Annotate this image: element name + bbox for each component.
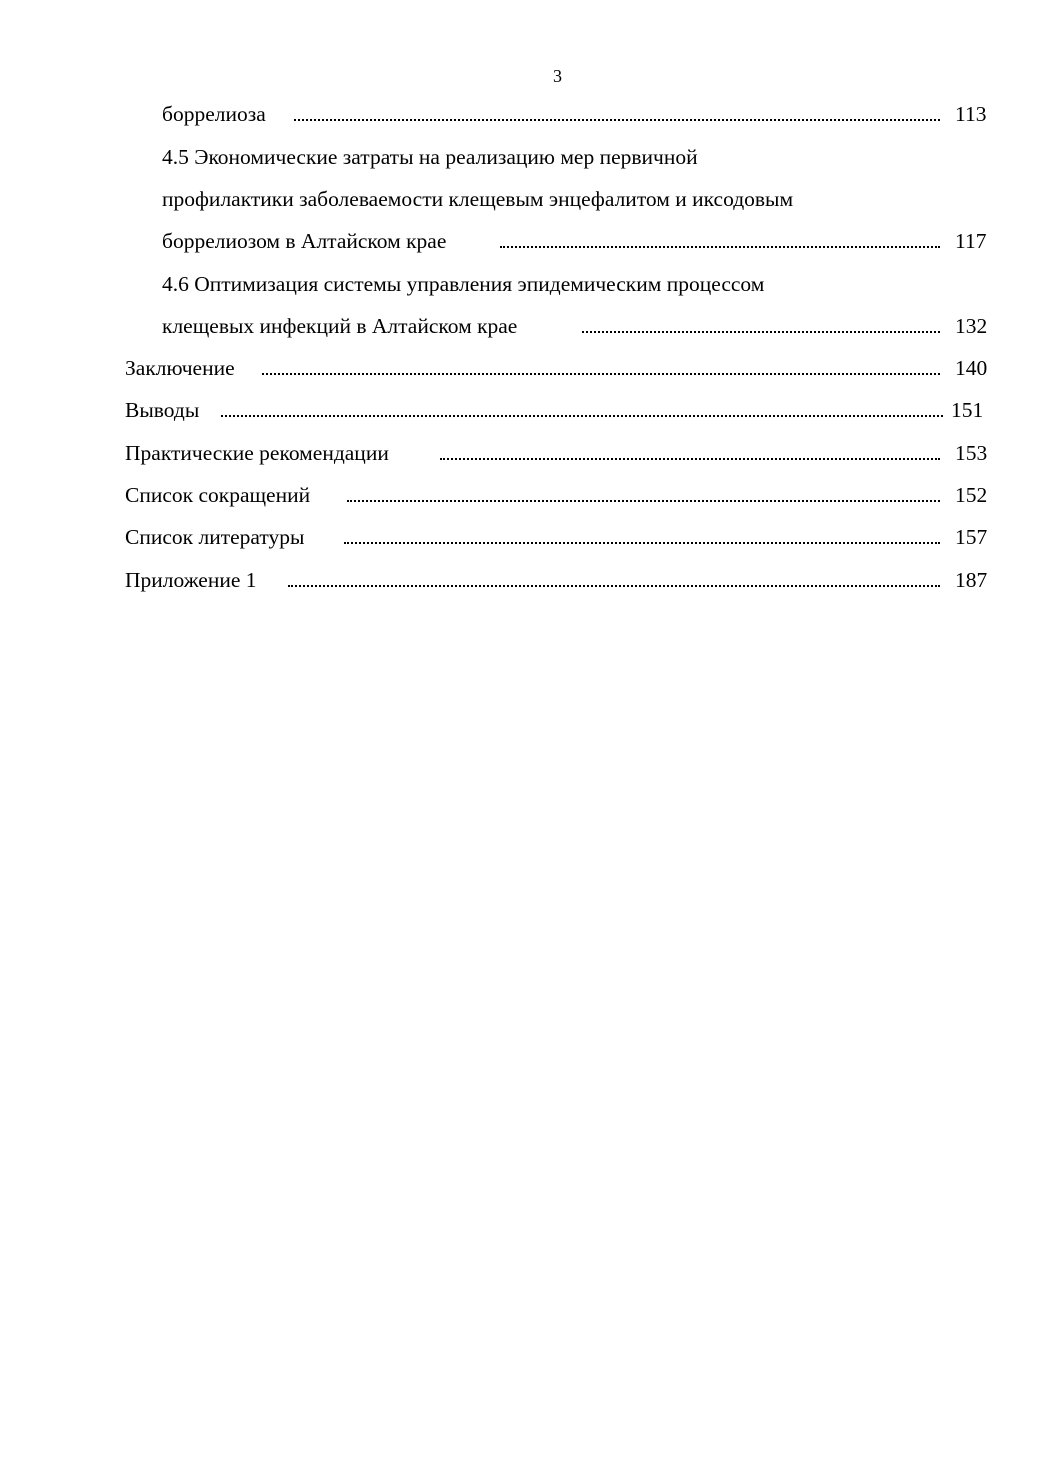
toc-entry-label: Выводы xyxy=(125,398,200,422)
toc-leader-dots xyxy=(440,458,940,460)
toc-entry-recommendations xyxy=(125,439,992,467)
toc-entry-4-6-line1 xyxy=(162,270,992,298)
toc-page-ref: 157 xyxy=(955,525,988,549)
toc-page-ref: 151 xyxy=(951,398,984,422)
toc-page-ref: 187 xyxy=(955,568,988,592)
toc-entry-label: Приложение 1 xyxy=(125,568,257,592)
toc-leader-dots xyxy=(262,373,940,375)
toc-entry-label: Практические рекомендации xyxy=(125,441,389,465)
toc-entry-findings xyxy=(125,396,992,424)
toc-entry-label: боррелиозом в Алтайском крае xyxy=(162,229,447,253)
toc-entry-label: Список сокращений xyxy=(125,483,311,507)
toc-entry-label: профилактики заболеваемости клещевым энцефалитом и иксодовым xyxy=(162,187,794,211)
toc-entry-label: Список литературы xyxy=(125,525,305,549)
toc-entry-label: боррелиоза xyxy=(162,102,266,126)
toc-entry-appendix xyxy=(125,566,992,594)
toc-entry-4-5-line2 xyxy=(162,185,992,213)
toc-leader-dots xyxy=(500,246,940,248)
toc-entry-borrelioza xyxy=(162,100,992,128)
toc-page-ref: 117 xyxy=(955,229,987,253)
toc-page-ref: 113 xyxy=(955,102,987,126)
toc-entry-label: 4.6 Оптимизация системы управления эпидемическим процессом xyxy=(162,272,765,296)
toc-leader-dots xyxy=(582,331,940,333)
toc-entry-label: 4.5 Экономические затраты на реализацию мер первичной xyxy=(162,145,698,169)
toc-entry-4-5-line1 xyxy=(162,143,992,171)
toc-entry-literature xyxy=(125,523,992,551)
toc-page-ref: 140 xyxy=(955,356,988,380)
toc-entry-abbreviations xyxy=(125,481,992,509)
toc-entry-label: Заключение xyxy=(125,356,235,380)
page-number: 3 xyxy=(553,66,562,86)
toc-leader-dots xyxy=(288,585,940,587)
toc-leader-dots xyxy=(221,415,943,417)
toc-leader-dots xyxy=(294,119,940,121)
toc-entry-conclusion xyxy=(125,354,992,382)
toc-leader-dots xyxy=(347,500,940,502)
toc-page-ref: 132 xyxy=(955,314,988,338)
toc-entry-label: клещевых инфекций в Алтайском крае xyxy=(162,314,518,338)
toc-page-ref: 152 xyxy=(955,483,988,507)
toc-entry-4-5-line3 xyxy=(162,227,992,255)
toc-page-ref: 153 xyxy=(955,441,988,465)
toc-leader-dots xyxy=(344,542,940,544)
toc-entry-4-6-line2 xyxy=(162,312,992,340)
